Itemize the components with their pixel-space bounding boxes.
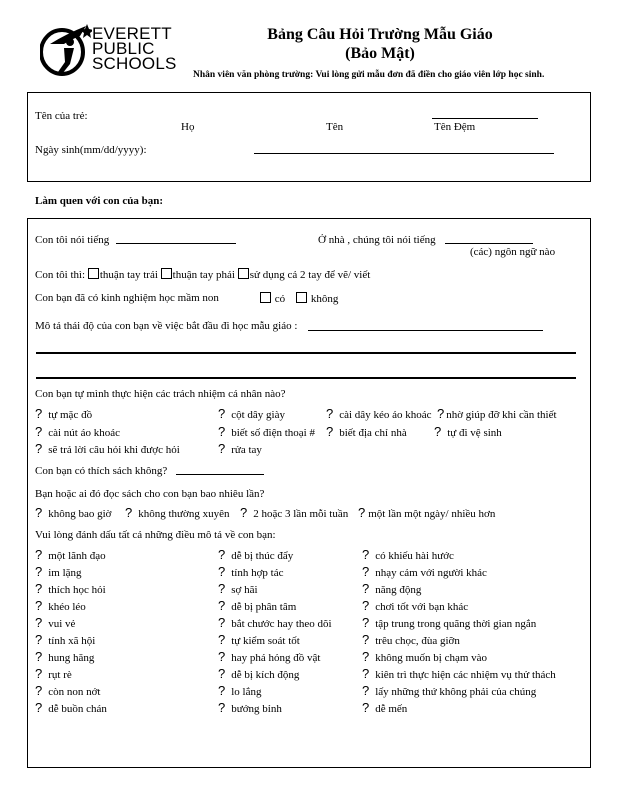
checkbox-icon: ? (218, 649, 226, 664)
trait-label: lấy những thứ không phải của chúng (375, 686, 537, 698)
checkbox-icon: ? (35, 505, 43, 520)
trait-item[interactable] (218, 632, 300, 647)
preschool-yes-checkbox[interactable] (260, 292, 271, 303)
checkbox-icon: ? (218, 424, 226, 439)
both-hands-label: sử dụng cả 2 tay để vẽ/ viết (249, 269, 371, 281)
trait-label: tự kiểm soát tốt (231, 635, 300, 647)
left-hand-label: thuận tay trái (99, 269, 158, 281)
trait-label: chơi tốt với bạn khác (375, 601, 469, 613)
preschool-no-label: không (310, 293, 339, 305)
trait-item[interactable] (218, 581, 258, 596)
books-field[interactable] (176, 474, 264, 475)
checkbox-icon: ? (35, 547, 43, 562)
checkbox-icon: ? (362, 683, 370, 698)
trait-item[interactable] (218, 547, 293, 562)
checkbox-icon: ? (362, 615, 370, 630)
trait-label: sợ hãi (231, 584, 258, 596)
books-label: Con bạn có thích sách không? (35, 465, 168, 477)
checkbox-icon: ? (35, 441, 43, 456)
checkbox-icon: ? (218, 441, 226, 456)
checkbox-icon: ? (35, 406, 43, 421)
checkbox-icon: ? (35, 683, 43, 698)
trait-label: lo lắng (231, 686, 262, 698)
preschool-label: Con bạn đã có kinh nghiệm học mầm non (35, 292, 219, 304)
trait-item[interactable] (35, 683, 101, 698)
logo-line3: SCHOOLS (92, 54, 177, 73)
trait-item[interactable] (35, 666, 72, 681)
logo-line1: EVERETT (92, 24, 172, 43)
trait-label: trêu chọc, đùa giỡn (375, 635, 460, 647)
trait-label: dễ bị phân tâm (231, 601, 297, 613)
trait-item[interactable] (35, 581, 106, 596)
home-language-label: Ở nhà , chúng tôi nói tiếng (318, 234, 436, 246)
trait-item[interactable] (362, 632, 460, 647)
responsibility-item[interactable]: ? cài dây kéo áo khoác (326, 406, 432, 421)
checkbox-icon: ? (362, 649, 370, 664)
checkbox-icon: ? (218, 581, 226, 596)
trait-item[interactable] (218, 683, 261, 698)
trait-label: dễ bị thúc đẩy (231, 550, 294, 562)
responsibility-item[interactable]: ? cài nút áo khoác (35, 424, 121, 439)
trait-label: có khiếu hài hước (375, 550, 454, 562)
trait-label: dễ bị kích động (231, 669, 300, 681)
logo-line2: PUBLIC (92, 39, 155, 58)
checkbox-icon: ? (434, 424, 442, 439)
checkbox-icon: ? (35, 632, 43, 647)
trait-label: tập trung trong quãng thời gian ngắn (375, 618, 537, 630)
checkbox-icon: ? (362, 564, 370, 579)
first-name-label: Tên (326, 121, 344, 133)
left-hand-checkbox[interactable] (88, 268, 99, 279)
checkbox-icon: ? (240, 505, 248, 520)
child-name-label: Tên của trẻ: (35, 110, 88, 122)
form-title: Bảng Câu Hỏi Trường Mẫu Giáo (267, 26, 493, 43)
trait-item[interactable] (362, 598, 468, 613)
trait-label: hung hăng (48, 652, 95, 664)
form-subtitle: (Bảo Mật) (345, 45, 415, 62)
trait-label: kiên trì thực hiện các nhiệm vụ thử thách (375, 669, 556, 681)
speaks-field[interactable] (116, 243, 236, 244)
trait-label: năng động (375, 584, 422, 596)
office-note: Nhân viên văn phòng trường: Vui lòng gửi mẫu đơn đã điền cho giáo viên lớp học sinh. (193, 70, 545, 80)
attitude-label: Mô tả thái độ của con bạn về việc bắt đầu đi học mẫu giáo : (35, 320, 298, 332)
checkbox-icon: ? (218, 406, 226, 421)
trait-item[interactable] (218, 700, 282, 715)
trait-item[interactable] (35, 547, 106, 562)
checkbox-icon: ? (218, 666, 226, 681)
trait-label: rụt rè (48, 669, 72, 681)
last-name-label: Họ (181, 121, 195, 133)
checkbox-icon: ? (125, 505, 133, 520)
trait-label: bắt chước hay theo dõi (231, 618, 332, 630)
checkbox-icon: ? (362, 700, 370, 715)
trait-item[interactable] (362, 683, 536, 698)
trait-label: một lãnh đạo (48, 550, 106, 562)
dob-field[interactable] (254, 153, 554, 154)
trait-label: im lặng (48, 567, 82, 579)
right-hand-label: thuận tay phải (172, 269, 235, 281)
speaks-label: Con tôi nói tiếng (35, 234, 110, 246)
trait-item[interactable] (35, 649, 94, 664)
trait-label: tính hợp tác (231, 567, 284, 579)
checkbox-icon: ? (362, 581, 370, 596)
trait-label: dễ buồn chán (48, 703, 107, 715)
reading-question: Bạn hoặc ai đó đọc sách cho con bạn bao nhiêu lần? (35, 488, 265, 500)
trait-item[interactable] (218, 564, 283, 579)
trait-label: còn non nớt (48, 686, 101, 698)
trait-item[interactable] (218, 598, 296, 613)
checkbox-icon: ? (437, 406, 445, 421)
trait-item[interactable] (35, 700, 107, 715)
checkbox-icon: ? (362, 666, 370, 681)
section-title: Làm quen với con của bạn: (35, 195, 164, 207)
responsibility-item[interactable]: ? tự mặc đồ (35, 406, 93, 421)
reading-option[interactable]: ? không bao giờ (35, 505, 112, 520)
trait-label: vui vẻ (48, 618, 76, 630)
right-hand-checkbox[interactable] (161, 268, 172, 279)
checkbox-icon: ? (218, 632, 226, 647)
responsibility-item[interactable]: ? cột dây giày (218, 406, 285, 421)
logo-figure-icon (40, 22, 92, 78)
responsibility-item[interactable]: ? tự đi vệ sinh (434, 424, 502, 439)
checkbox-icon: ? (362, 632, 370, 647)
checkbox-icon: ? (35, 581, 43, 596)
trait-item[interactable] (218, 649, 320, 664)
responsibility-item[interactable]: ? sẽ trả lời câu hỏi khi được hỏi (35, 441, 180, 456)
child-info-box (27, 92, 591, 182)
checkbox-icon: ? (362, 598, 370, 613)
handedness-label: Con tôi thì: (35, 269, 86, 281)
trait-item[interactable] (362, 581, 421, 596)
attitude-field-1[interactable] (308, 330, 543, 331)
everett-public-schools-logo (40, 22, 180, 80)
reading-option[interactable]: ? không thường xuyên (125, 505, 230, 520)
both-hands-checkbox[interactable] (238, 268, 249, 279)
trait-item[interactable] (35, 632, 95, 647)
trait-label: khéo léo (48, 601, 86, 613)
trait-label: bướng bỉnh (231, 703, 282, 715)
checkbox-icon: ? (35, 615, 43, 630)
checkbox-icon: ? (35, 700, 43, 715)
checkbox-icon: ? (35, 598, 43, 613)
trait-item[interactable] (218, 615, 332, 630)
trait-item[interactable] (362, 700, 407, 715)
checkbox-icon: ? (358, 505, 366, 520)
checkbox-icon: ? (218, 615, 226, 630)
trait-item[interactable] (362, 547, 454, 562)
checkbox-icon: ? (218, 700, 226, 715)
trait-label: tính xã hội (48, 635, 96, 647)
trait-item[interactable] (35, 598, 86, 613)
handedness-row (35, 268, 370, 281)
dob-label: Ngày sinh(mm/dd/yyyy): (35, 144, 147, 156)
checkbox-icon: ? (362, 547, 370, 562)
trait-label: không muốn bị chạm vào (375, 652, 488, 664)
trait-item[interactable] (362, 649, 487, 664)
checkbox-icon: ? (35, 666, 43, 681)
home-language-field[interactable] (445, 243, 533, 244)
trait-label: thích học hỏi (48, 584, 106, 596)
reading-option[interactable]: ? 2 hoặc 3 lần mỗi tuần (240, 505, 349, 520)
preschool-yes-label: có (274, 293, 286, 305)
responsibility-question: Con bạn tự mình thực hiện các trách nhiệm cá nhân nào? (35, 388, 286, 400)
checkbox-icon: ? (326, 424, 334, 439)
responsibility-item[interactable]: ? rửa tay (218, 441, 262, 456)
trait-item[interactable] (35, 615, 75, 630)
checkbox-icon: ? (35, 424, 43, 439)
trait-label: nhạy cảm với người khác (375, 567, 487, 579)
responsibility-item[interactable]: ? nhờ giúp đỡ khi cần thiết (437, 406, 557, 421)
reading-option[interactable]: ? một lần một ngày/ nhiều hơn (358, 505, 496, 520)
checkbox-icon: ? (35, 649, 43, 664)
responsibility-item[interactable]: ? biết địa chỉ nhà (326, 424, 407, 439)
checkbox-icon: ? (218, 683, 226, 698)
trait-item[interactable] (218, 666, 299, 681)
other-languages-label: (các) ngôn ngữ nào (470, 246, 556, 258)
trait-item[interactable] (35, 564, 82, 579)
middle-name-label: Tên Đệm (434, 121, 476, 133)
checkbox-icon: ? (326, 406, 334, 421)
child-name-field[interactable] (432, 118, 538, 119)
trait-label: hay phá hỏng đồ vật (231, 652, 321, 664)
checkbox-icon: ? (218, 547, 226, 562)
attitude-field-3[interactable] (36, 377, 576, 379)
responsibility-item[interactable]: ? biết số điện thoại # (218, 424, 315, 439)
checkbox-icon: ? (35, 564, 43, 579)
checkbox-icon: ? (218, 564, 226, 579)
trait-label: dễ mến (375, 703, 408, 715)
trait-item[interactable] (362, 564, 487, 579)
attitude-field-2[interactable] (36, 352, 576, 354)
traits-question: Vui lòng đánh dấu tất cả những điều mô tả về con bạn: (35, 529, 276, 541)
trait-item[interactable] (362, 666, 556, 681)
preschool-options (260, 292, 338, 305)
trait-item[interactable] (362, 615, 536, 630)
preschool-no-checkbox[interactable] (296, 292, 307, 303)
checkbox-icon: ? (218, 598, 226, 613)
